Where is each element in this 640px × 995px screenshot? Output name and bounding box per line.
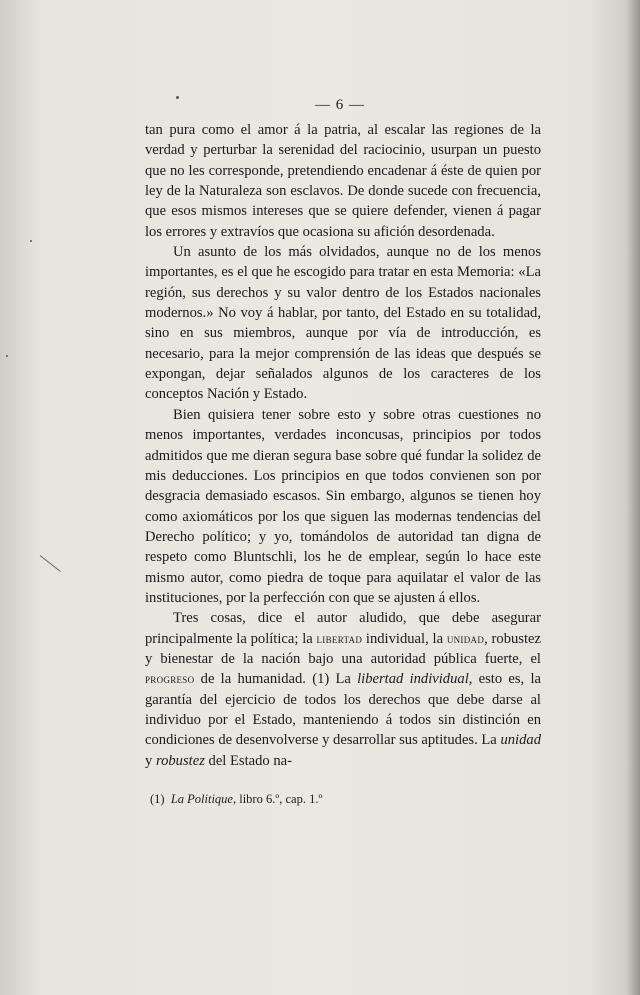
italic-robustez: robustez — [155, 752, 205, 769]
paragraph-1: tan pura como el amor á la patria, al escalar las regiones de la verdad y perturbar la serenidad del raciocinio, usurpan un puesto que no les corresponde, pretendiendo encadenar á éste de quien por ley de la Naturaleza son esclavos. De donde sucede con frecuencia, que esos mismos intereses que se quiere defender, vienen á pagar los errores y extravíos que ocasiona su afición desordenada. — [145, 122, 541, 240]
italic-unidad: unidad — [500, 732, 541, 749]
pencil-mark — [40, 555, 61, 572]
paragraph-4-text-5: esto es, la garantía del ejercicio de todos los derechos que debe darse al individuo por el Estado, manteniendo á todos sin distinción en condiciones de desenvolverse y desarrollar sus aptitudes. La — [145, 671, 541, 749]
paragraph-4-text-6: y — [145, 752, 156, 769]
paragraph-4-text-2: individual, la — [362, 630, 447, 647]
paper-speck — [176, 96, 179, 99]
footnote-work-title: La Politique, — [170, 792, 237, 806]
paragraph-4-text-3: , robustez y bienestar de la nación bajo una autoridad pública fuerte, el — [145, 630, 541, 667]
paragraph-3: Bien quisiera tener sobre esto y sobre otras cuestiones no menos importantes, verdades inconcusas, principios por todos admitidos que me dieran segura base sobre qué fundar la solidez de mis deducciones. Los principios en que todos convienen son por desgracia demasiado escasos. Sin embargo, algunos se tienen hoy como axiomáticos por los que siguen las modernas tendencias del Derecho político; y yo, tomándolos de autoridad tan digna de respeto como Bluntschli, los he de emplear, según lo hace este mismo autor, como piedra de toque para aquilatar el valor de las instituciones, por la perfección con que se ajusten á ellos. — [145, 406, 541, 606]
footnote-detail: libro 6.º, cap. 1.º — [236, 792, 323, 806]
small-caps-unidad: unidad — [446, 630, 485, 646]
paragraph-4-text-1: Tres cosas, dice el autor aludido, que debe asegurar principalmente la política; la — [145, 610, 541, 647]
paper-speck — [30, 240, 32, 242]
page-number: — 6 — — [315, 97, 365, 113]
italic-libertad-individual: libertad individual, — [357, 671, 473, 688]
small-caps-libertad: libertad — [316, 630, 363, 646]
paper-speck — [6, 355, 8, 357]
paragraph-4-text-4: de la humanidad. (1) La — [194, 671, 358, 688]
footnote — [150, 791, 540, 807]
paragraph-2: Un asunto de los más olvidados, aunque no de los menos importantes, es el que he escogido para tratar en esta Memoria: «La región, sus derechos y su valor dentro de los Estados nacionales modernos.» No voy á hablar, por tanto, del Estado en su totalidad, sino en sus miembros, aunque por vía de introducción, es necesario, para la mejor comprensión de las ideas que después se expongan, dejar señalados algunos de los caracteres de los conceptos Nación y Estado. — [145, 244, 541, 403]
small-caps-progreso: progreso — [145, 671, 195, 687]
paragraph-4 — [145, 608, 541, 771]
page-edge-shadow — [626, 0, 640, 995]
main-text — [145, 120, 541, 771]
paragraph-4-text-7: del Estado na- — [204, 752, 293, 769]
footnote-marker: (1) — [150, 792, 165, 806]
